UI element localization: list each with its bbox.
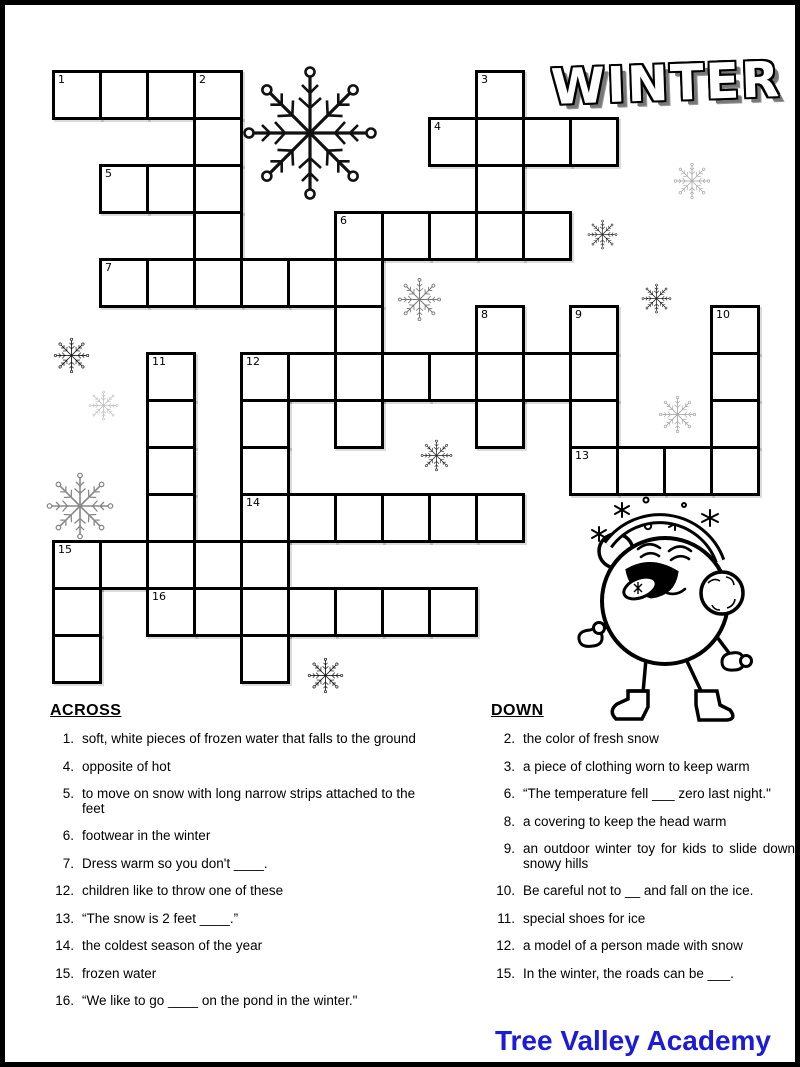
clue-number: 12. [496,938,515,953]
grid-cell[interactable] [240,399,290,449]
clue-text: In the winter, the roads can be ___. [523,965,734,981]
down-clue [491,967,797,982]
clue-number: 15. [55,965,74,981]
grid-cell[interactable] [475,211,525,261]
clue-number: 3. [503,758,515,774]
grid-cell[interactable] [522,352,572,402]
grid-cell[interactable] [710,352,760,402]
clue-text: Dress warm so you don't ____. [82,855,268,871]
across-clues-section [50,702,425,1022]
clue-text: “We like to go ____ on the pond in the winter." [82,993,358,1008]
across-header: ACROSS [50,702,122,719]
grid-cell[interactable] [193,164,243,214]
cell-number: 1 [58,73,65,86]
grid-cell[interactable] [569,117,619,167]
down-clue [491,732,797,747]
grid-cell[interactable] [569,399,619,449]
snowflake-icon [420,439,453,472]
grid-cell[interactable] [52,634,102,684]
cell-number: 7 [105,261,112,274]
across-clue [50,787,425,816]
grid-cell[interactable] [240,587,290,637]
cell-number: 12 [246,355,260,368]
clue-text: “The snow is 2 feet ____.” [82,910,239,926]
grid-cell[interactable] [146,70,196,120]
grid-cell[interactable] [663,446,713,496]
grid-cell[interactable] [99,164,149,214]
across-clue [50,967,425,982]
clue-number: 6. [503,786,515,801]
grid-cell[interactable] [334,493,384,543]
clue-number: 8. [503,813,515,829]
cell-number: 9 [575,308,582,321]
grid-cell[interactable] [569,352,619,402]
clue-text: Be careful not to __ and fall on the ice. [523,883,754,898]
grid-cell[interactable] [475,164,525,214]
down-clue [491,787,797,802]
grid-cell[interactable] [99,540,149,590]
grid-cell[interactable] [381,587,431,637]
grid-cell[interactable] [710,305,760,355]
across-clue-list [50,732,425,1009]
grid-cell[interactable] [99,258,149,308]
cell-number: 2 [199,73,206,86]
grid-cell[interactable] [287,258,337,308]
grid-cell[interactable] [146,258,196,308]
clue-number: 11. [497,910,515,926]
clue-number: 4. [62,758,74,774]
clue-number: 9. [503,841,515,856]
cell-number: 6 [340,214,347,227]
grid-cell[interactable] [52,540,102,590]
snowflake-icon [88,390,119,421]
grid-cell[interactable] [193,117,243,167]
grid-cell[interactable] [334,352,384,402]
cell-number: 16 [152,590,166,603]
grid-cell[interactable] [287,493,337,543]
clue-number: 16. [55,993,74,1008]
clue-number: 2. [503,731,515,746]
clue-number: 1. [62,731,74,746]
down-clue [491,815,797,830]
clue-text: a covering to keep the head warm [523,813,727,829]
grid-cell[interactable] [334,587,384,637]
grid-cell[interactable] [146,587,196,637]
clue-text: a model of a person made with snow [523,938,743,953]
grid-cell[interactable] [240,493,290,543]
clue-number: 10. [496,883,515,898]
grid-cell[interactable] [240,352,290,402]
across-clue [50,760,425,775]
page-title: WINTER [550,51,782,116]
cell-number: 4 [434,120,441,133]
grid-cell[interactable] [381,211,431,261]
clue-text: an outdoor winter toy for kids to slide down snowy hills [523,841,795,871]
grid-cell[interactable] [287,352,337,402]
grid-cell[interactable] [381,352,431,402]
cell-number: 14 [246,496,260,509]
grid-cell[interactable] [240,634,290,684]
clue-number: 7. [62,855,74,871]
grid-cell[interactable] [146,493,196,543]
grid-cell[interactable] [146,352,196,402]
grid-cell[interactable] [522,117,572,167]
grid-cell[interactable] [616,446,666,496]
clue-number: 14. [55,938,74,953]
grid-cell[interactable] [569,446,619,496]
cell-number: 5 [105,167,112,180]
grid-cell[interactable] [146,540,196,590]
snowflake-icon [240,63,380,203]
clue-text: the coldest season of the year [82,938,263,953]
down-clue [491,842,797,871]
grid-cell[interactable] [428,117,478,167]
grid-cell[interactable] [193,211,243,261]
grid-cell[interactable] [710,399,760,449]
snowflake-icon [307,657,344,694]
snowflake-icon [587,219,618,250]
grid-cell[interactable] [240,446,290,496]
down-clue [491,760,797,775]
clue-text: opposite of hot [82,758,171,774]
clue-text: soft, white pieces of frozen water that falls to the ground [82,731,416,746]
clue-number: 5. [62,786,74,801]
down-header: DOWN [491,702,544,719]
grid-cell[interactable] [99,70,149,120]
grid-cell[interactable] [334,305,384,355]
grid-cell[interactable] [146,399,196,449]
clue-text: children like to throw one of these [82,883,284,898]
grid-cell[interactable] [710,446,760,496]
clue-text: a piece of clothing worn to keep warm [523,758,750,774]
down-clue-list [491,732,797,981]
grid-cell[interactable] [334,258,384,308]
grid-cell[interactable] [475,399,525,449]
clue-text: “The temperature fell ___ zero last night." [523,786,771,801]
clue-number: 6. [62,828,74,843]
grid-cell[interactable] [569,305,619,355]
across-clue [50,829,425,844]
grid-cell[interactable] [334,399,384,449]
clue-number: 15. [496,965,515,981]
grid-cell[interactable] [475,117,525,167]
snowflake-icon [641,283,672,314]
grid-cell[interactable] [240,540,290,590]
across-clue [50,939,425,954]
clue-text: footwear in the winter [82,828,211,843]
across-clue [50,884,425,899]
down-clue [491,912,797,927]
grid-cell[interactable] [475,70,525,120]
snowflake-icon [658,395,697,434]
clue-text: the color of fresh snow [523,731,659,746]
cell-number: 3 [481,73,488,86]
grid-cell[interactable] [193,70,243,120]
grid-cell[interactable] [334,211,384,261]
across-clue [50,912,425,927]
grid-cell[interactable] [52,587,102,637]
grid-cell[interactable] [522,211,572,261]
clue-text: special shoes for ice [523,910,646,926]
grid-cell[interactable] [475,493,525,543]
across-clue [50,857,425,872]
grid-cell[interactable] [287,587,337,637]
cell-number: 15 [58,543,72,556]
grid-cell[interactable] [52,70,102,120]
clue-number: 12. [55,883,74,898]
snowflake-icon [53,337,90,374]
snowflake-icon [397,277,442,322]
grid-cell[interactable] [193,258,243,308]
grid-cell[interactable] [428,493,478,543]
cell-number: 11 [152,355,166,368]
cell-number: 8 [481,308,488,321]
across-clue [50,994,425,1009]
grid-cell[interactable] [428,587,478,637]
grid-cell[interactable] [381,493,431,543]
down-clue [491,939,797,954]
grid-cell[interactable] [240,258,290,308]
snowflake-icon [45,471,115,541]
grid-cell[interactable] [193,587,243,637]
grid-cell[interactable] [475,305,525,355]
grid-cell[interactable] [428,352,478,402]
down-clues-section [491,702,797,994]
clue-text: frozen water [82,965,157,981]
across-clue [50,732,425,747]
grid-cell[interactable] [146,164,196,214]
snowflake-icon [673,162,711,200]
down-clue [491,884,797,899]
grid-cell[interactable] [146,446,196,496]
cell-number: 13 [575,449,589,462]
grid-cell[interactable] [428,211,478,261]
clue-text: to move on snow with long narrow strips attached to the feet [82,786,416,816]
cell-number: 10 [716,308,730,321]
grid-cell[interactable] [475,352,525,402]
grid-cell[interactable] [193,540,243,590]
brand-text: Tree Valley Academy [494,1025,771,1056]
clue-number: 13. [55,910,74,926]
